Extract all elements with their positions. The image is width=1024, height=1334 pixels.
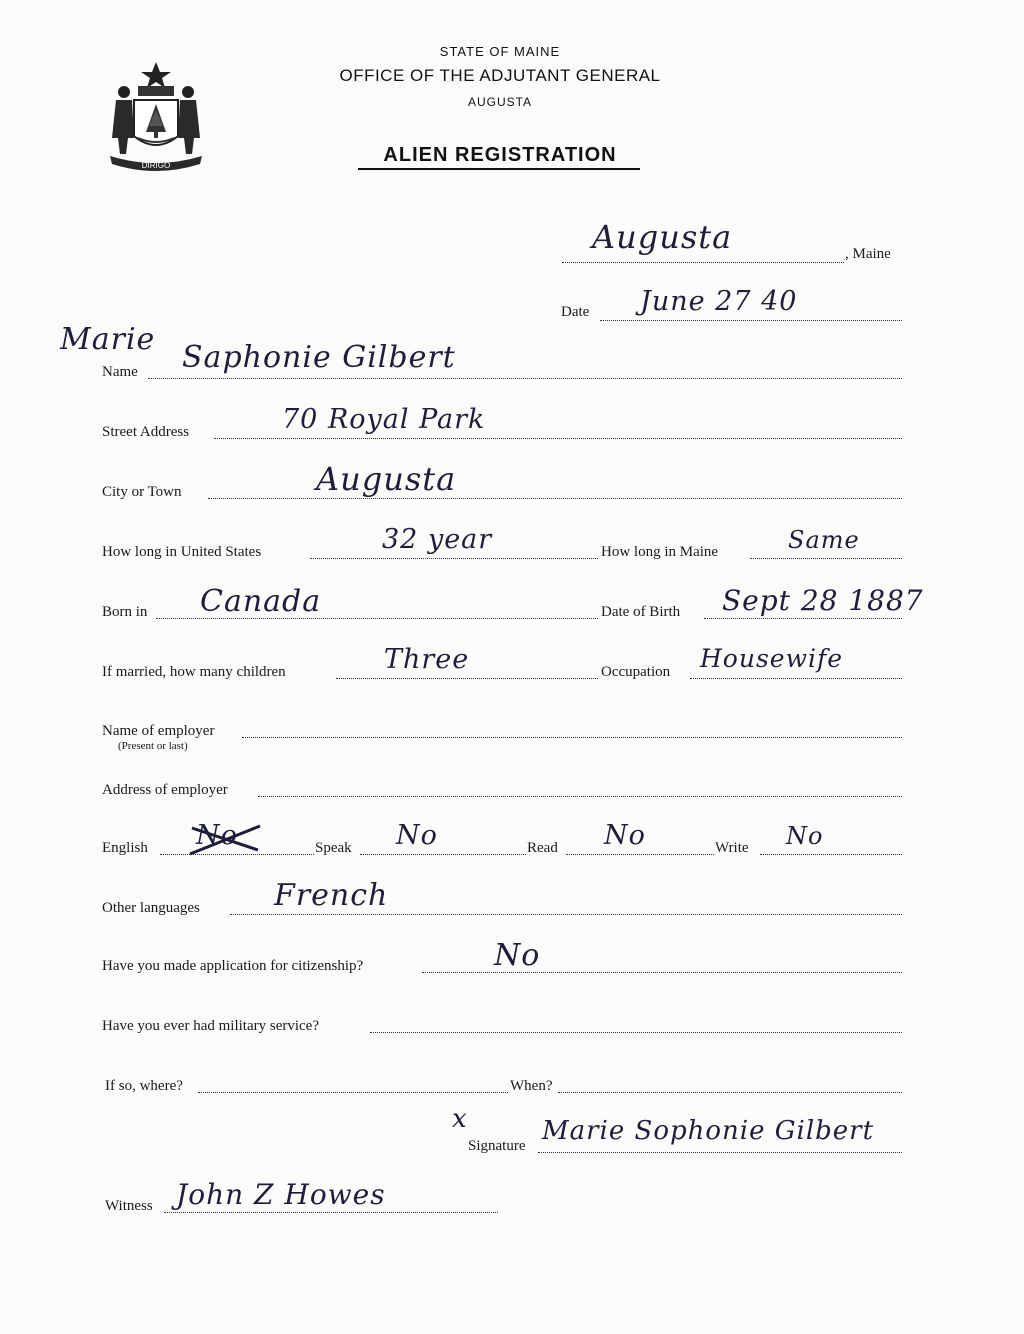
title-underline: [358, 168, 640, 170]
speak-entry: No: [396, 820, 438, 851]
born-in-entry: Canada: [200, 584, 322, 619]
other-languages-label: Other languages: [102, 900, 200, 916]
employer-line: [242, 737, 902, 738]
witness-label: Witness: [105, 1198, 153, 1214]
place-suffix: , Maine: [845, 246, 891, 262]
english-strikeout-icon: [186, 820, 266, 860]
english-label: English: [102, 840, 148, 856]
children-entry: Three: [384, 644, 470, 675]
occupation-label: Occupation: [601, 664, 671, 680]
name-rest-entry: Saphonie Gilbert: [182, 340, 456, 375]
date-entry: June 27 40: [640, 286, 798, 317]
street-entry: 70 Royal Park: [282, 404, 486, 435]
place-entry: Augusta: [592, 218, 733, 256]
employer-label: Name of employer: [102, 723, 215, 739]
write-entry: No: [786, 822, 824, 850]
employer-sublabel: (Present or last): [118, 740, 188, 752]
when-label: When?: [510, 1078, 553, 1094]
military-label: Have you ever had military service?: [102, 1018, 319, 1034]
read-entry: No: [604, 820, 646, 851]
signature-mark: x: [452, 1104, 468, 1134]
witness-entry: John Z Howes: [176, 1178, 386, 1211]
military-line: [370, 1032, 902, 1033]
other-languages-entry: French: [274, 878, 389, 913]
witness-line: [164, 1212, 498, 1213]
english-entry: No: [196, 820, 238, 851]
name-line: [148, 378, 902, 379]
date-label: Date: [561, 304, 590, 320]
dob-line: [704, 618, 902, 619]
how-long-us-label: How long in United States: [102, 544, 262, 560]
street-line: [214, 438, 902, 439]
other-languages-line: [230, 914, 902, 915]
how-long-us-entry: 32 year: [382, 524, 493, 555]
citizenship-label: Have you made application for citizenship?: [102, 958, 364, 974]
seal-motto: DIRIGO: [141, 161, 171, 170]
dob-label: Date of Birth: [601, 604, 681, 620]
signature-label: Signature: [468, 1138, 526, 1154]
employer-address-line: [258, 796, 902, 797]
employer-address-label: Address of employer: [102, 782, 228, 798]
place-line: [562, 262, 844, 263]
street-label: Street Address: [102, 424, 190, 440]
when-line: [558, 1092, 902, 1093]
page-title: ALIEN REGISTRATION: [383, 144, 617, 166]
occupation-entry: Housewife: [700, 644, 844, 673]
office-heading: OFFICE OF THE ADJUTANT GENERAL: [339, 66, 661, 85]
write-line: [760, 854, 902, 855]
how-long-maine-entry: Same: [788, 526, 860, 554]
how-long-maine-label: How long in Maine: [601, 544, 719, 560]
write-label: Write: [715, 840, 749, 856]
date-line: [600, 320, 902, 321]
name-first-entry: Marie: [60, 322, 156, 357]
dob-entry: Sept 28 1887: [722, 584, 924, 617]
city-label: City or Town: [102, 484, 182, 500]
where-label: If so, where?: [105, 1078, 183, 1094]
children-line: [336, 678, 598, 679]
speak-label: Speak: [315, 840, 352, 856]
where-line: [198, 1092, 508, 1093]
city-entry: Augusta: [316, 460, 457, 498]
how-long-us-line: [310, 558, 598, 559]
name-label: Name: [102, 364, 138, 380]
children-label: If married, how many children: [102, 664, 286, 680]
signature-entry: Marie Sophonie Gilbert: [542, 1116, 875, 1146]
city-heading: AUGUSTA: [467, 95, 533, 109]
state-heading: STATE OF MAINE: [439, 44, 561, 59]
citizenship-entry: No: [494, 938, 541, 973]
speak-line: [360, 854, 526, 855]
read-line: [566, 854, 714, 855]
city-line: [208, 498, 902, 499]
occupation-line: [690, 678, 902, 679]
signature-line: [538, 1152, 902, 1153]
read-label: Read: [527, 840, 558, 856]
maine-state-seal-icon: [102, 58, 210, 180]
how-long-maine-line: [750, 558, 902, 559]
born-in-label: Born in: [102, 604, 148, 620]
